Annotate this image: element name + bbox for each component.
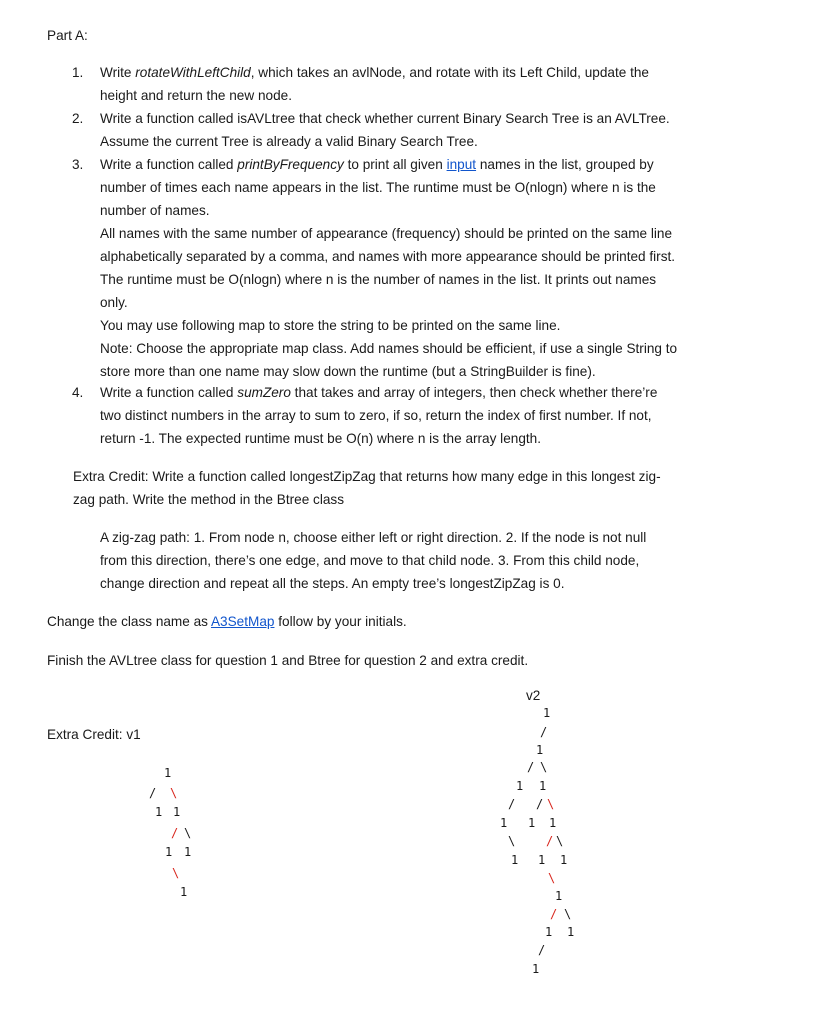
class-name-before: Change the class name as — [47, 614, 211, 629]
edge-right: \ — [172, 866, 180, 880]
tree-node: 1 — [500, 816, 508, 830]
question-text: height and return the new node. — [100, 88, 292, 103]
class-name-instruction — [47, 614, 407, 629]
question-number: 3. — [72, 157, 84, 172]
tree-node: 1 — [543, 706, 551, 720]
edge-right: \ — [508, 834, 516, 848]
tree-node: 1 — [539, 779, 547, 793]
class-name-after: follow by your initials. — [274, 614, 407, 629]
edge-left: / — [538, 943, 546, 957]
question-text: You may use following map to store the string to be printed on the same line. — [100, 318, 561, 333]
question-text: only. — [100, 295, 128, 310]
question-2-line — [100, 111, 670, 126]
zigzag-line-1: A zig-zag path: 1. From node n, choose either left or right direction. 2. If the node is not null — [100, 530, 647, 545]
tree-node: 1 — [567, 925, 575, 939]
question-text: alphabetically separated by a comma, and names with more appearance should be printed first. — [100, 249, 676, 264]
question-text: Write a function called isAVLtree that check whether current Binary Search Tree is an AVLTree. — [100, 111, 670, 126]
tree-node: 1 — [532, 962, 540, 976]
question-number: 1. — [72, 65, 84, 80]
v2-label: v2 — [526, 688, 541, 703]
question-number: 2. — [72, 111, 84, 126]
question-text: number of names. — [100, 203, 210, 218]
edge-right: \ — [564, 907, 572, 921]
question-text: that takes and array of integers, then check whether there’re — [290, 385, 658, 400]
question-3-line — [100, 226, 672, 241]
question-text: to print all given — [343, 157, 447, 172]
edge-right: \ — [547, 797, 555, 811]
edge-left: / — [536, 797, 544, 811]
tree-node: 1 — [528, 816, 536, 830]
question-3-line — [100, 341, 677, 356]
question-text: Note: Choose the appropriate map class. Add names should be efficient, if use a single String to — [100, 341, 678, 356]
edge-left: / — [171, 826, 179, 840]
edge-right: \ — [556, 834, 564, 848]
question-text: All names with the same number of appearance (frequency) should be printed on the same line — [100, 226, 673, 241]
question-3-line — [100, 249, 675, 264]
question-text: The runtime must be O(nlogn) where n is the number of names in the list. It prints out names — [100, 272, 657, 287]
tree-node: 1 — [560, 853, 568, 867]
question-1-line — [100, 88, 292, 103]
tree-node: 1 — [155, 805, 163, 819]
v1-label: Extra Credit: v1 — [47, 727, 141, 742]
question-text: , which takes an avlNode, and rotate with its Left Child, update the — [250, 65, 649, 80]
tree-node: 1 — [516, 779, 524, 793]
question-text: store more than one name may slow down the runtime (but a StringBuilder is fine). — [100, 364, 596, 379]
zigzag-line-2: from this direction, there’s one edge, and move to that child node. 3. From this child node, — [100, 553, 640, 568]
input-link[interactable]: input — [446, 157, 477, 172]
edge-left: / — [527, 760, 535, 774]
question-3-line — [100, 157, 654, 172]
question-text: number of times each name appears in the list. The runtime must be O(nlogn) where n is the — [100, 180, 656, 195]
edge-right: \ — [184, 826, 192, 840]
question-4-line — [100, 408, 652, 423]
tree-node: 1 — [184, 845, 192, 859]
tree-node: 1 — [555, 889, 563, 903]
question-text: Write a function called — [100, 385, 238, 400]
question-2-line — [100, 134, 478, 149]
question-3-line — [100, 318, 560, 333]
extra-credit-line-1: Extra Credit: Write a function called longestZipZag that returns how many edge in this longest zig- — [73, 469, 661, 484]
question-3-line — [100, 364, 596, 379]
edge-left: / — [149, 786, 157, 800]
question-3-line — [100, 295, 128, 310]
question-text: Write — [100, 65, 136, 80]
tree-node: 1 — [180, 885, 188, 899]
question-text: Write a function called — [100, 157, 238, 172]
tree-node: 1 — [536, 743, 544, 757]
tree-node: 1 — [165, 845, 173, 859]
question-text: Assume the current Tree is already a valid Binary Search Tree. — [100, 134, 478, 149]
question-3-line — [100, 180, 656, 195]
question-4-line — [100, 385, 657, 400]
tree-node: 1 — [545, 925, 553, 939]
extra-credit-line-2: zag path. Write the method in the Btree class — [73, 492, 345, 507]
function-name: rotateWithLeftChild — [135, 65, 251, 80]
question-3-line — [100, 272, 656, 287]
tree-node: 1 — [549, 816, 557, 830]
question-text: return -1. The expected runtime must be O(n) where n is the array length. — [100, 431, 542, 446]
question-number: 4. — [72, 385, 84, 400]
question-1-line — [100, 65, 649, 80]
edge-right: \ — [170, 786, 178, 800]
tree-node: 1 — [511, 853, 519, 867]
function-name: sumZero — [237, 385, 291, 400]
edge-right: \ — [540, 760, 548, 774]
function-name: printByFrequency — [237, 157, 344, 172]
tree-node: 1 — [173, 805, 181, 819]
question-text: names in the list, grouped by — [476, 157, 654, 172]
edge-left: / — [550, 907, 558, 921]
edge-left: / — [546, 834, 554, 848]
finish-instruction: Finish the AVLtree class for question 1 and Btree for question 2 and extra credit. — [47, 653, 529, 668]
edge-left: / — [508, 797, 516, 811]
question-text: two distinct numbers in the array to sum to zero, if so, return the index of first number. If not, — [100, 408, 652, 423]
a3setmap-link[interactable]: A3SetMap — [210, 614, 275, 629]
question-3-line — [100, 203, 210, 218]
edge-right: \ — [548, 871, 556, 885]
question-4-line — [100, 431, 541, 446]
part-heading: Part A: — [47, 28, 88, 43]
edge-left: / — [540, 725, 548, 739]
tree-node: 1 — [538, 853, 546, 867]
tree-node: 1 — [164, 766, 172, 780]
zigzag-line-3: change direction and repeat all the steps. An empty tree’s longestZipZag is 0. — [100, 576, 565, 591]
